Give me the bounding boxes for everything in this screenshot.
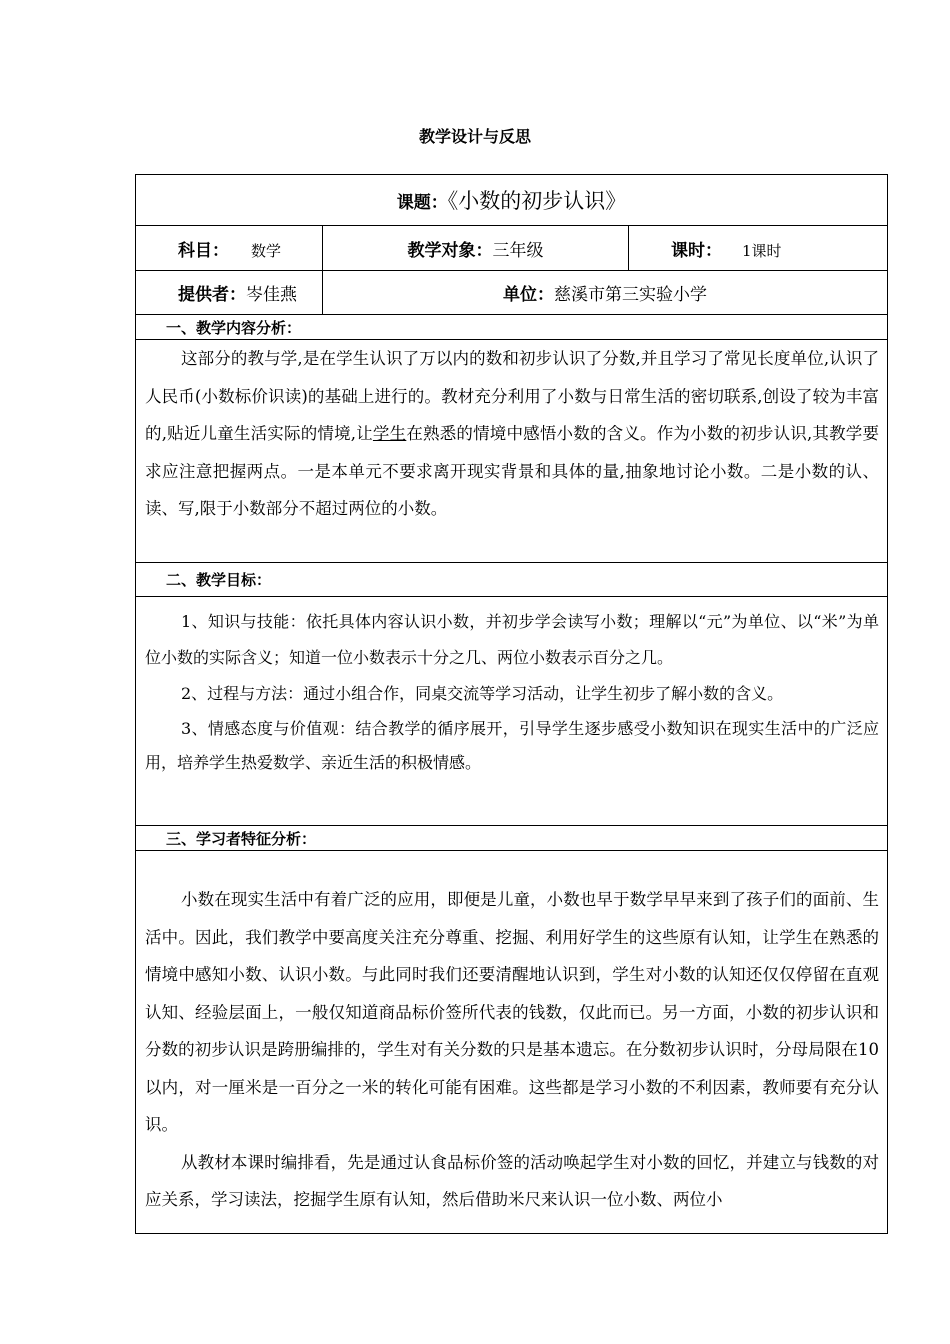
learner-paragraph-1: 小数在现实生活中有着广泛的应用，即便是儿童，小数也早于数学早早来到了孩子们的面前、生活中。因此，我们教学中要高度关注充分尊重、挖掘、利用好学生的这些原有认知，让学生在熟悉的情境中感知小数、认识小数。与此同时我们还要清醒地认识到，学生对小数的认知还仅仅停留在直观认知、经验层面上，一般仅知道商品标价签所代表的钱数，仅此而已。另一方面，小数的初步认识和分数的初步认识是跨册编排的，学生对有关分数的只是基本遗忘。在分数初步认识时，分母局限在10以内，对一厘米是一百分之一米的转化可能有困难。这些都是学习小数的不利因素，教师要有充分认识。: [145, 890, 879, 1134]
analysis-paragraph: [145, 340, 879, 528]
topic-value: 《小数的初步认识》: [447, 189, 627, 213]
goal-item-1: 1、知识与技能：依托具体内容认识小数，并初步学会读写小数；理解以“元”为单位、以“米”为单位小数的实际含义；知道一位小数表示十分之几、两位小数表示百分之几。: [145, 612, 879, 667]
provider-value: 岑佳燕: [246, 285, 297, 305]
lesson-plan-table: [135, 174, 888, 1234]
analysis-body: [136, 340, 888, 563]
learners-body: [136, 851, 888, 1234]
provider-cell: [136, 271, 323, 315]
topic-cell: [136, 175, 888, 226]
goal-item-3: 3、情感态度与价值观：结合教学的循序展开，引导学生逐步感受小数知识在现实生活中的广泛应用，培养学生热爱数学、亲近生活的积极情感。: [145, 719, 879, 772]
goals-heading: 二、教学目标：: [136, 563, 888, 597]
document-title: 教学设计与反思: [418, 127, 531, 146]
period-cell: [629, 226, 888, 271]
provider-label: 提供者：: [178, 285, 246, 305]
analysis-text-before: 这部分的教与学,是在学生认识了万以内的数和初步认识了分数,并且学习了常见长度单位,认识了人民币(小数标价识读)的基础上进行的。教材充分利用了小数与日常生活的密切联系,创设了较为丰富的,贴近儿童生活实际的情境,让: [145, 349, 879, 443]
analysis-text-after: 在熟悉的情境中感悟小数的含义。作为小数的初步认识,其教学要求应注意把握两点。一是本单元不要求离开现实背景和具体的量,抽象地讨论小数。二是小数的认、读、写,限于小数部分不超过两位的小数。: [145, 424, 880, 518]
analysis-heading: 一、教学内容分析：: [136, 315, 888, 340]
subject-value: 数学: [251, 241, 282, 260]
subject-label: 科目：: [178, 240, 229, 261]
unit-cell: [323, 271, 888, 315]
learners-heading: 三、学习者特征分析：: [136, 826, 888, 851]
period-label: 课时：: [671, 240, 722, 261]
unit-label: 单位：: [503, 285, 554, 305]
unit-value: 慈溪市第三实验小学: [554, 285, 707, 305]
audience-label: 教学对象：: [407, 240, 493, 261]
audience-cell: [323, 226, 629, 271]
subject-cell: [136, 226, 323, 271]
period-value: 1课时: [742, 241, 782, 260]
analysis-text-underlined: 学生: [372, 424, 407, 443]
topic-label: 课题：: [396, 193, 448, 213]
goal-item-2: 2、过程与方法：通过小组合作，同桌交流等学习活动，让学生初步了解小数的含义。: [181, 684, 784, 703]
learner-paragraph-2: 从教材本课时编排看，先是通过认食品标价签的活动唤起学生对小数的回忆，并建立与钱数的对应关系，学习读法，挖掘学生原有认知，然后借助米尺来认识一位小数、两位小: [145, 1152, 879, 1209]
goals-body: [136, 597, 888, 826]
audience-value: 三年级: [492, 240, 544, 261]
